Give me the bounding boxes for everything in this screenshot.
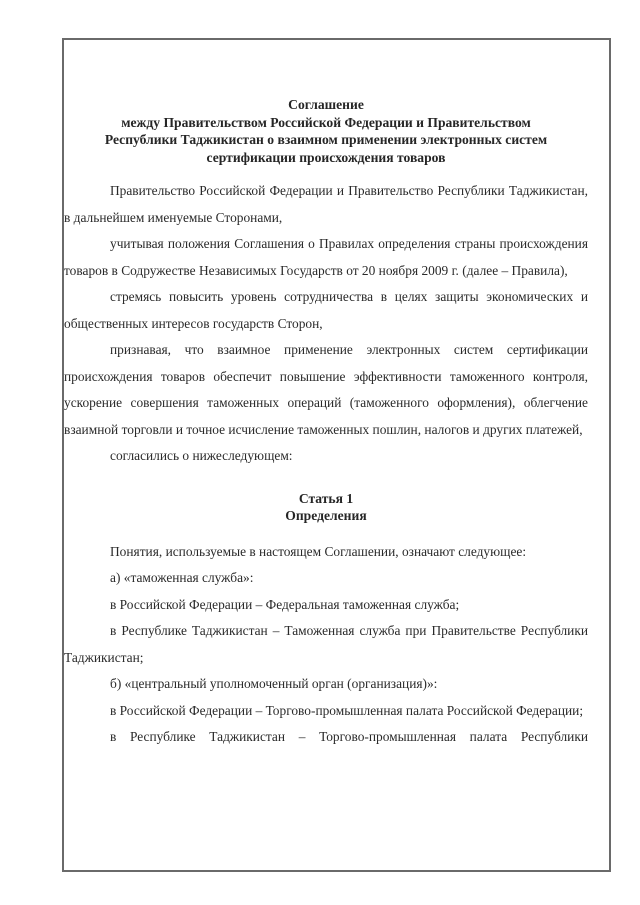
preamble-paragraph: признавая, что взаимное применение электронных систем сертификации происхождения товаров обеспечит повышение эффективности таможенного контроля, ускорение совершения таможенных операций (таможенного оформления), облегчение взаимной торговли и точное исчисление таможенных пошлин, налогов и других платежей,: [64, 342, 588, 437]
title-line: Республики Таджикистан о взаимном применении электронных систем: [104, 132, 548, 147]
article-paragraph: в Республике Таджикистан – Торгово-промышленная палата Республики: [110, 729, 588, 744]
preamble-paragraph: стремясь повысить уровень сотрудничества в целях защиты экономических и общественных интересов государств Сторон,: [64, 289, 588, 331]
article-heading: [64, 490, 588, 525]
article-number: Статья 1: [298, 490, 354, 506]
preamble-paragraph: Правительство Российской Федерации и Правительство Республики Таджикистан, в дальнейшем именуемые Сторонами,: [64, 183, 588, 225]
document-title: [64, 96, 588, 166]
title-line: сертификации происхождения товаров: [206, 149, 446, 165]
document-body: [64, 96, 588, 751]
article-paragraph: в Российской Федерации – Федеральная таможенная служба;: [110, 596, 460, 612]
title-line: между Правительством Российской Федерации и Правительством: [121, 114, 531, 130]
preamble-paragraph: согласились о нижеследующем:: [110, 448, 293, 463]
preamble-paragraph: учитывая положения Соглашения о Правилах определения страны происхождения товаров в Содружестве Независимых Государств от 20 ноября 2009 г. (далее – Правила),: [64, 236, 588, 278]
article-paragraph: в Республике Таджикистан – Таможенная служба при Правительстве Республики Таджикистан;: [64, 623, 588, 665]
article-paragraph: а) «таможенная служба»:: [110, 570, 254, 585]
article-paragraph: Понятия, используемые в настоящем Соглашении, означают следующее:: [110, 543, 527, 559]
article-title: Определения: [285, 508, 367, 523]
article-paragraph: в Российской Федерации – Торгово-промышленная палата Российской Федерации;: [110, 702, 584, 718]
title-line: Соглашение: [288, 97, 364, 112]
article-paragraph: б) «центральный уполномоченный орган (организация)»:: [110, 676, 438, 691]
